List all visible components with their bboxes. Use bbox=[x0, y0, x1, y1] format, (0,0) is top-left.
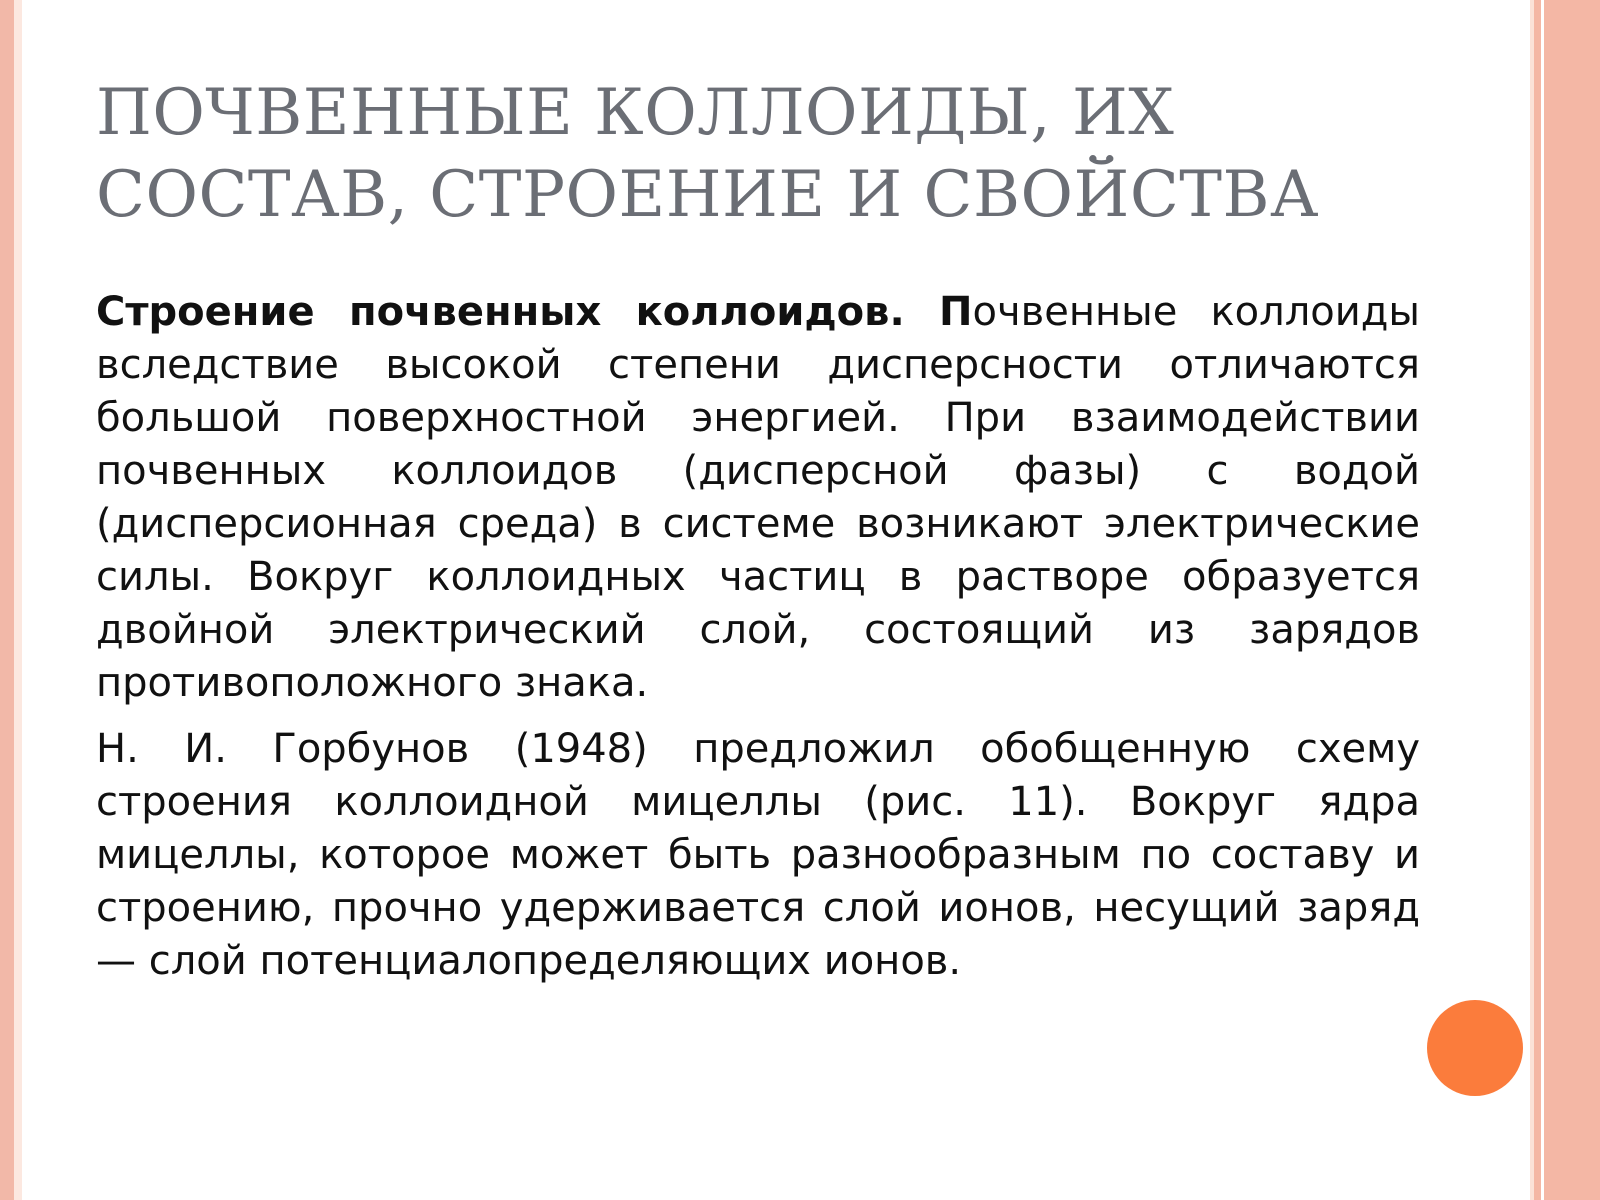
slide-title-line-1: ПОЧВЕННЫЕ КОЛЛОИДЫ, ИХ bbox=[96, 76, 1175, 150]
slide-title-line-2: СОСТАВ, СТРОЕНИЕ И СВОЙСТВА bbox=[96, 158, 1319, 232]
paragraph-structure-text: очвенные коллоиды вследствие высокой степени дисперсности отличаются большой поверхностной энергией. При взаимодействии почвенных коллоидов (дисперсной фазы) с водой (дисперсионная среда) в системе возникают электрические силы. Вокруг коллоидных частиц в растворе образуется двойной электрический слой, состоящий из зарядов противоположного знака. bbox=[96, 289, 1420, 706]
paragraph-lead-bold: Строение почвенных коллоидов. П bbox=[96, 289, 973, 335]
left-frame-inner-border bbox=[14, 0, 22, 1200]
right-frame-border bbox=[1530, 0, 1600, 1200]
left-frame-border bbox=[0, 0, 14, 1200]
paragraph-structure bbox=[96, 286, 1420, 710]
paragraph-gorbunov: Н. И. Горбунов (1948) предложил обобщенную схему строения коллоидной мицеллы (рис. 11). Вокруг ядра мицеллы, которое может быть разнообразным по составу и строению, прочно удерживается слой ионов, несущий заряд — слой потенциалопределяющих ионов. bbox=[96, 726, 1420, 984]
slide-title bbox=[96, 72, 1416, 236]
orange-circle-decoration bbox=[1427, 1000, 1523, 1096]
slide-body bbox=[96, 286, 1420, 988]
